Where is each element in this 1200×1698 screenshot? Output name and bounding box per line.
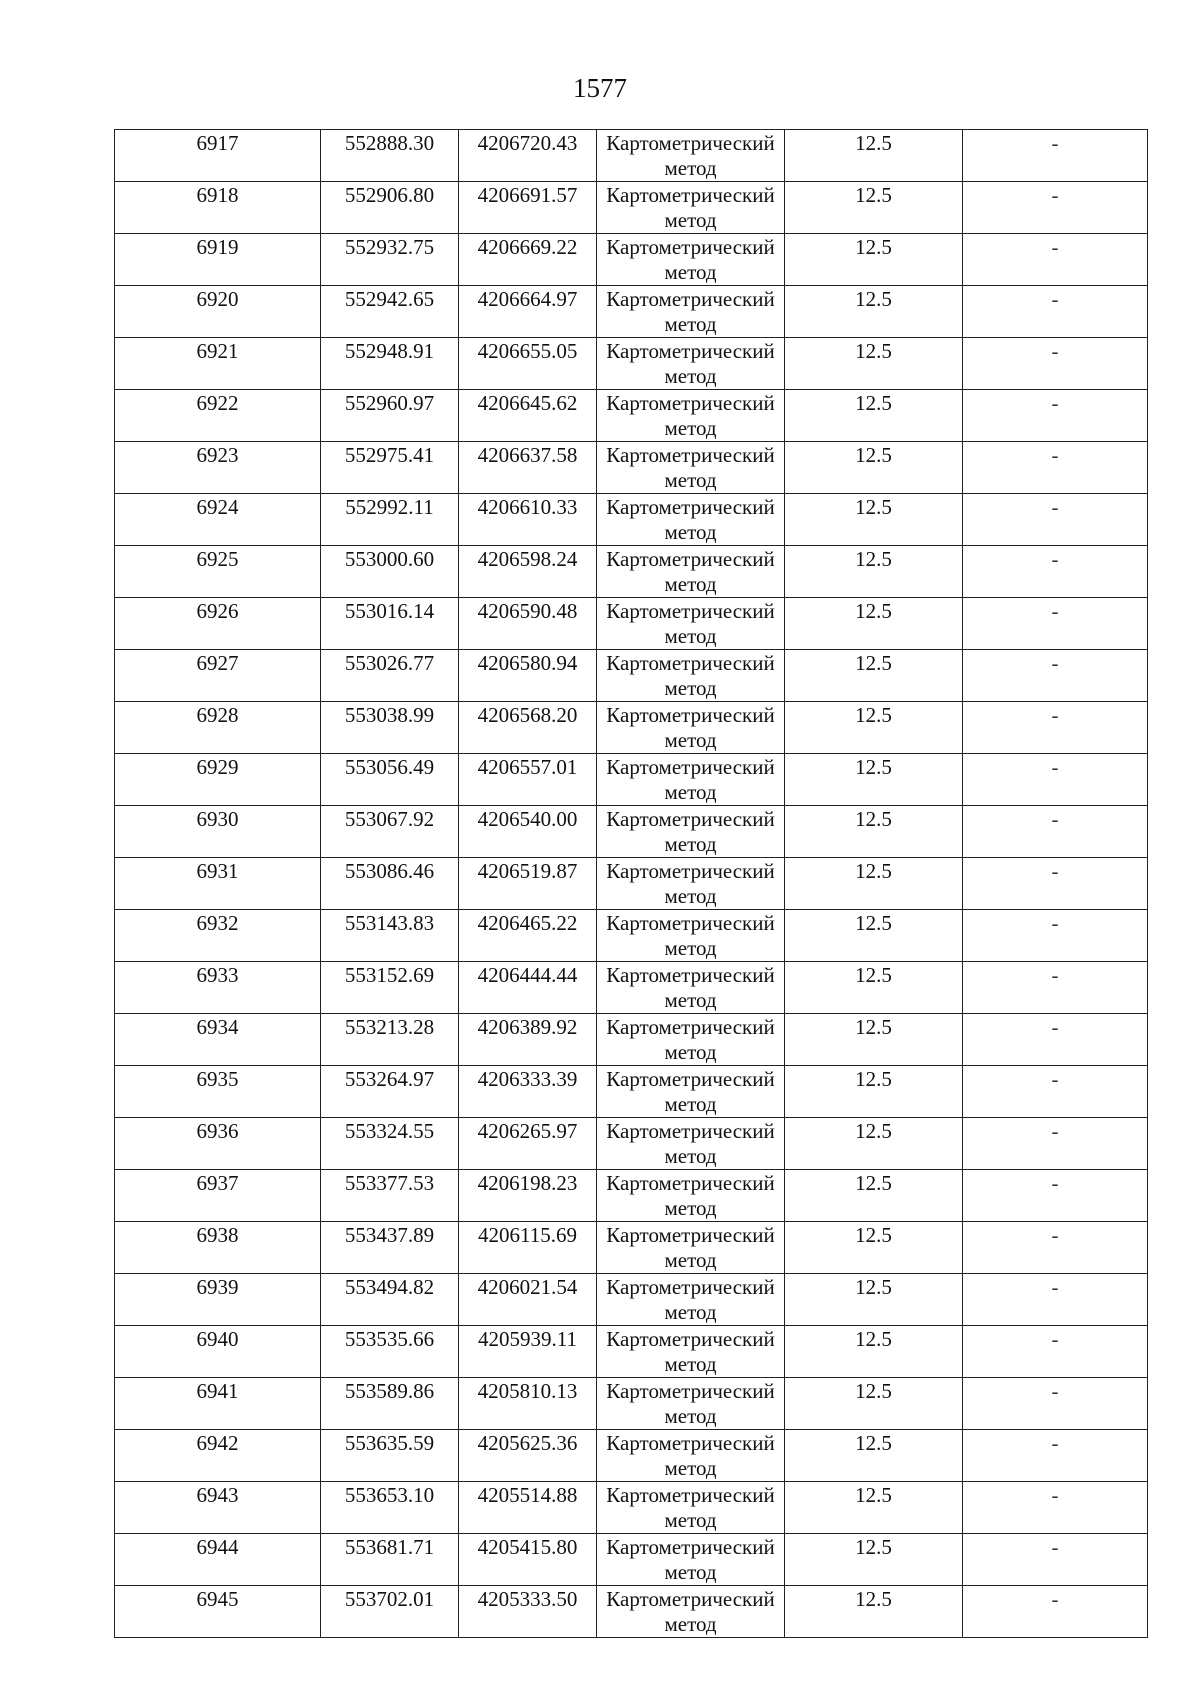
note-cell: - [963,1586,1148,1638]
accuracy-cell: 12.5 [785,598,963,650]
note-cell: - [963,1482,1148,1534]
method-line-2: метод [664,1300,717,1324]
method-line-1: Картометрический [606,963,775,987]
method-line-1: Картометрический [606,1327,775,1351]
point-number-cell: 6944 [115,1534,321,1586]
note-cell: - [963,442,1148,494]
note-cell: - [963,286,1148,338]
method-line-2: метод [664,1560,717,1584]
note-cell: - [963,858,1148,910]
method-line-2: метод [664,676,717,700]
method-line-2: метод [664,416,717,440]
x-coordinate-cell: 553681.71 [321,1534,459,1586]
method-cell [597,1534,785,1586]
point-number-cell: 6942 [115,1430,321,1482]
x-coordinate-cell: 553535.66 [321,1326,459,1378]
method-line-2: метод [664,1196,717,1220]
table-row [115,546,1148,598]
method-line-1: Картометрический [606,547,775,571]
x-coordinate-cell: 553437.89 [321,1222,459,1274]
point-number-cell: 6921 [115,338,321,390]
table-row [115,130,1148,182]
note-cell: - [963,494,1148,546]
method-line-1: Картометрический [606,235,775,259]
method-line-2: метод [664,1352,717,1376]
method-line-2: метод [664,312,717,336]
x-coordinate-cell: 552960.97 [321,390,459,442]
y-coordinate-cell: 4206115.69 [459,1222,597,1274]
table-row [115,910,1148,962]
accuracy-cell: 12.5 [785,650,963,702]
accuracy-cell: 12.5 [785,1118,963,1170]
accuracy-cell: 12.5 [785,1014,963,1066]
method-line-2: метод [664,1456,717,1480]
method-line-1: Картометрический [606,1431,775,1455]
note-cell: - [963,182,1148,234]
method-cell [597,546,785,598]
accuracy-cell: 12.5 [785,390,963,442]
method-cell [597,910,785,962]
point-number-cell: 6939 [115,1274,321,1326]
method-line-2: метод [664,1092,717,1116]
table-row [115,1378,1148,1430]
accuracy-cell: 12.5 [785,546,963,598]
method-line-2: метод [664,884,717,908]
method-cell [597,1014,785,1066]
accuracy-cell: 12.5 [785,1378,963,1430]
point-number-cell: 6924 [115,494,321,546]
method-cell [597,858,785,910]
method-line-1: Картометрический [606,807,775,831]
x-coordinate-cell: 553026.77 [321,650,459,702]
accuracy-cell: 12.5 [785,1482,963,1534]
table-row [115,390,1148,442]
x-coordinate-cell: 553056.49 [321,754,459,806]
accuracy-cell: 12.5 [785,130,963,182]
x-coordinate-cell: 552948.91 [321,338,459,390]
method-line-2: метод [664,1404,717,1428]
method-line-1: Картометрический [606,599,775,623]
point-number-cell: 6930 [115,806,321,858]
table-row [115,1222,1148,1274]
y-coordinate-cell: 4206557.01 [459,754,597,806]
method-cell [597,1274,785,1326]
note-cell: - [963,1326,1148,1378]
method-line-2: метод [664,936,717,960]
x-coordinate-cell: 553143.83 [321,910,459,962]
accuracy-cell: 12.5 [785,1222,963,1274]
y-coordinate-cell: 4206580.94 [459,650,597,702]
method-cell [597,1222,785,1274]
y-coordinate-cell: 4206655.05 [459,338,597,390]
y-coordinate-cell: 4206691.57 [459,182,597,234]
note-cell: - [963,1378,1148,1430]
method-line-2: метод [664,1508,717,1532]
method-cell [597,962,785,1014]
accuracy-cell: 12.5 [785,182,963,234]
y-coordinate-cell: 4206720.43 [459,130,597,182]
note-cell: - [963,1014,1148,1066]
point-number-cell: 6940 [115,1326,321,1378]
accuracy-cell: 12.5 [785,494,963,546]
table-row [115,338,1148,390]
point-number-cell: 6941 [115,1378,321,1430]
point-number-cell: 6928 [115,702,321,754]
note-cell: - [963,806,1148,858]
method-line-1: Картометрический [606,443,775,467]
method-line-2: метод [664,208,717,232]
point-number-cell: 6943 [115,1482,321,1534]
x-coordinate-cell: 553635.59 [321,1430,459,1482]
table-row [115,754,1148,806]
method-cell [597,494,785,546]
method-cell [597,286,785,338]
y-coordinate-cell: 4206669.22 [459,234,597,286]
note-cell: - [963,754,1148,806]
method-line-2: метод [664,1040,717,1064]
x-coordinate-cell: 553038.99 [321,702,459,754]
point-number-cell: 6920 [115,286,321,338]
method-line-1: Картометрический [606,703,775,727]
point-number-cell: 6926 [115,598,321,650]
x-coordinate-cell: 553067.92 [321,806,459,858]
method-cell [597,442,785,494]
table-body [115,130,1148,1638]
x-coordinate-cell: 553702.01 [321,1586,459,1638]
point-number-cell: 6922 [115,390,321,442]
y-coordinate-cell: 4206610.33 [459,494,597,546]
note-cell: - [963,1222,1148,1274]
x-coordinate-cell: 553152.69 [321,962,459,1014]
method-line-1: Картометрический [606,1275,775,1299]
note-cell: - [963,1274,1148,1326]
x-coordinate-cell: 553016.14 [321,598,459,650]
y-coordinate-cell: 4206598.24 [459,546,597,598]
accuracy-cell: 12.5 [785,910,963,962]
table-row [115,234,1148,286]
accuracy-cell: 12.5 [785,1326,963,1378]
method-line-1: Картометрический [606,287,775,311]
accuracy-cell: 12.5 [785,702,963,754]
method-line-2: метод [664,1248,717,1272]
method-line-1: Картометрический [606,1379,775,1403]
table-row [115,1326,1148,1378]
point-number-cell: 6933 [115,962,321,1014]
x-coordinate-cell: 552906.80 [321,182,459,234]
method-line-1: Картометрический [606,1535,775,1559]
method-cell [597,598,785,650]
y-coordinate-cell: 4206444.44 [459,962,597,1014]
x-coordinate-cell: 552975.41 [321,442,459,494]
table-row [115,1430,1148,1482]
method-line-2: метод [664,520,717,544]
y-coordinate-cell: 4205514.88 [459,1482,597,1534]
y-coordinate-cell: 4205625.36 [459,1430,597,1482]
point-number-cell: 6937 [115,1170,321,1222]
method-line-1: Картометрический [606,1483,775,1507]
point-number-cell: 6917 [115,130,321,182]
method-cell [597,390,785,442]
note-cell: - [963,1170,1148,1222]
y-coordinate-cell: 4206645.62 [459,390,597,442]
note-cell: - [963,1430,1148,1482]
table-row [115,1066,1148,1118]
method-line-2: метод [664,728,717,752]
method-line-2: метод [664,572,717,596]
point-number-cell: 6919 [115,234,321,286]
method-line-2: метод [664,156,717,180]
x-coordinate-cell: 553324.55 [321,1118,459,1170]
accuracy-cell: 12.5 [785,1586,963,1638]
note-cell: - [963,234,1148,286]
method-cell [597,1430,785,1482]
y-coordinate-cell: 4206590.48 [459,598,597,650]
point-number-cell: 6936 [115,1118,321,1170]
point-number-cell: 6925 [115,546,321,598]
note-cell: - [963,1066,1148,1118]
accuracy-cell: 12.5 [785,858,963,910]
x-coordinate-cell: 553213.28 [321,1014,459,1066]
accuracy-cell: 12.5 [785,1170,963,1222]
y-coordinate-cell: 4206021.54 [459,1274,597,1326]
method-cell [597,1170,785,1222]
table-row [115,806,1148,858]
y-coordinate-cell: 4206664.97 [459,286,597,338]
method-cell [597,338,785,390]
x-coordinate-cell: 553589.86 [321,1378,459,1430]
accuracy-cell: 12.5 [785,1534,963,1586]
x-coordinate-cell: 552942.65 [321,286,459,338]
point-number-cell: 6931 [115,858,321,910]
method-cell [597,1066,785,1118]
method-cell [597,702,785,754]
method-line-1: Картометрический [606,339,775,363]
table-row [115,598,1148,650]
y-coordinate-cell: 4206333.39 [459,1066,597,1118]
method-line-1: Картометрический [606,391,775,415]
method-cell [597,1586,785,1638]
note-cell: - [963,598,1148,650]
method-line-2: метод [664,624,717,648]
x-coordinate-cell: 552888.30 [321,130,459,182]
table-row [115,286,1148,338]
accuracy-cell: 12.5 [785,962,963,1014]
accuracy-cell: 12.5 [785,338,963,390]
table-row [115,1118,1148,1170]
x-coordinate-cell: 553000.60 [321,546,459,598]
y-coordinate-cell: 4206265.97 [459,1118,597,1170]
y-coordinate-cell: 4206519.87 [459,858,597,910]
note-cell: - [963,910,1148,962]
method-line-1: Картометрический [606,1587,775,1611]
table-row [115,1014,1148,1066]
table-row [115,650,1148,702]
x-coordinate-cell: 553264.97 [321,1066,459,1118]
point-number-cell: 6923 [115,442,321,494]
accuracy-cell: 12.5 [785,806,963,858]
table-row [115,442,1148,494]
table-row [115,1274,1148,1326]
accuracy-cell: 12.5 [785,1066,963,1118]
method-line-1: Картометрический [606,131,775,155]
accuracy-cell: 12.5 [785,1274,963,1326]
note-cell: - [963,1118,1148,1170]
note-cell: - [963,962,1148,1014]
x-coordinate-cell: 553086.46 [321,858,459,910]
y-coordinate-cell: 4206568.20 [459,702,597,754]
table-row [115,858,1148,910]
y-coordinate-cell: 4206198.23 [459,1170,597,1222]
point-number-cell: 6927 [115,650,321,702]
method-cell [597,1326,785,1378]
method-line-1: Картометрический [606,495,775,519]
method-cell [597,130,785,182]
note-cell: - [963,1534,1148,1586]
point-number-cell: 6938 [115,1222,321,1274]
table-row [115,494,1148,546]
method-cell [597,182,785,234]
y-coordinate-cell: 4206637.58 [459,442,597,494]
table-row [115,1586,1148,1638]
accuracy-cell: 12.5 [785,286,963,338]
note-cell: - [963,130,1148,182]
point-number-cell: 6918 [115,182,321,234]
method-cell [597,650,785,702]
x-coordinate-cell: 552992.11 [321,494,459,546]
method-line-1: Картометрический [606,183,775,207]
method-line-2: метод [664,364,717,388]
method-line-1: Картометрический [606,859,775,883]
method-cell [597,754,785,806]
method-line-2: метод [664,1612,717,1636]
x-coordinate-cell: 553494.82 [321,1274,459,1326]
method-line-1: Картометрический [606,1223,775,1247]
note-cell: - [963,650,1148,702]
method-line-1: Картометрический [606,911,775,935]
point-number-cell: 6934 [115,1014,321,1066]
accuracy-cell: 12.5 [785,1430,963,1482]
note-cell: - [963,338,1148,390]
page-number: 1577 [573,73,627,103]
method-line-2: метод [664,468,717,492]
note-cell: - [963,390,1148,442]
method-line-2: метод [664,1144,717,1168]
method-line-1: Картометрический [606,1119,775,1143]
accuracy-cell: 12.5 [785,234,963,286]
method-line-2: метод [664,260,717,284]
y-coordinate-cell: 4206540.00 [459,806,597,858]
method-cell [597,234,785,286]
method-line-1: Картометрический [606,1015,775,1039]
y-coordinate-cell: 4205939.11 [459,1326,597,1378]
table-row [115,1482,1148,1534]
y-coordinate-cell: 4206465.22 [459,910,597,962]
x-coordinate-cell: 552932.75 [321,234,459,286]
y-coordinate-cell: 4205333.50 [459,1586,597,1638]
table-row [115,962,1148,1014]
accuracy-cell: 12.5 [785,442,963,494]
table-row [115,1534,1148,1586]
note-cell: - [963,702,1148,754]
method-line-2: метод [664,832,717,856]
accuracy-cell: 12.5 [785,754,963,806]
table-row [115,1170,1148,1222]
point-number-cell: 6945 [115,1586,321,1638]
method-line-1: Картометрический [606,651,775,675]
method-cell [597,1482,785,1534]
table-row [115,702,1148,754]
method-cell [597,1118,785,1170]
method-cell [597,806,785,858]
x-coordinate-cell: 553377.53 [321,1170,459,1222]
point-number-cell: 6932 [115,910,321,962]
method-line-2: метод [664,780,717,804]
method-line-1: Картометрический [606,755,775,779]
coordinates-table [114,129,1148,1638]
point-number-cell: 6935 [115,1066,321,1118]
point-number-cell: 6929 [115,754,321,806]
table-row [115,182,1148,234]
y-coordinate-cell: 4205415.80 [459,1534,597,1586]
method-cell [597,1378,785,1430]
method-line-2: метод [664,988,717,1012]
y-coordinate-cell: 4205810.13 [459,1378,597,1430]
y-coordinate-cell: 4206389.92 [459,1014,597,1066]
method-line-1: Картометрический [606,1067,775,1091]
note-cell: - [963,546,1148,598]
x-coordinate-cell: 553653.10 [321,1482,459,1534]
method-line-1: Картометрический [606,1171,775,1195]
